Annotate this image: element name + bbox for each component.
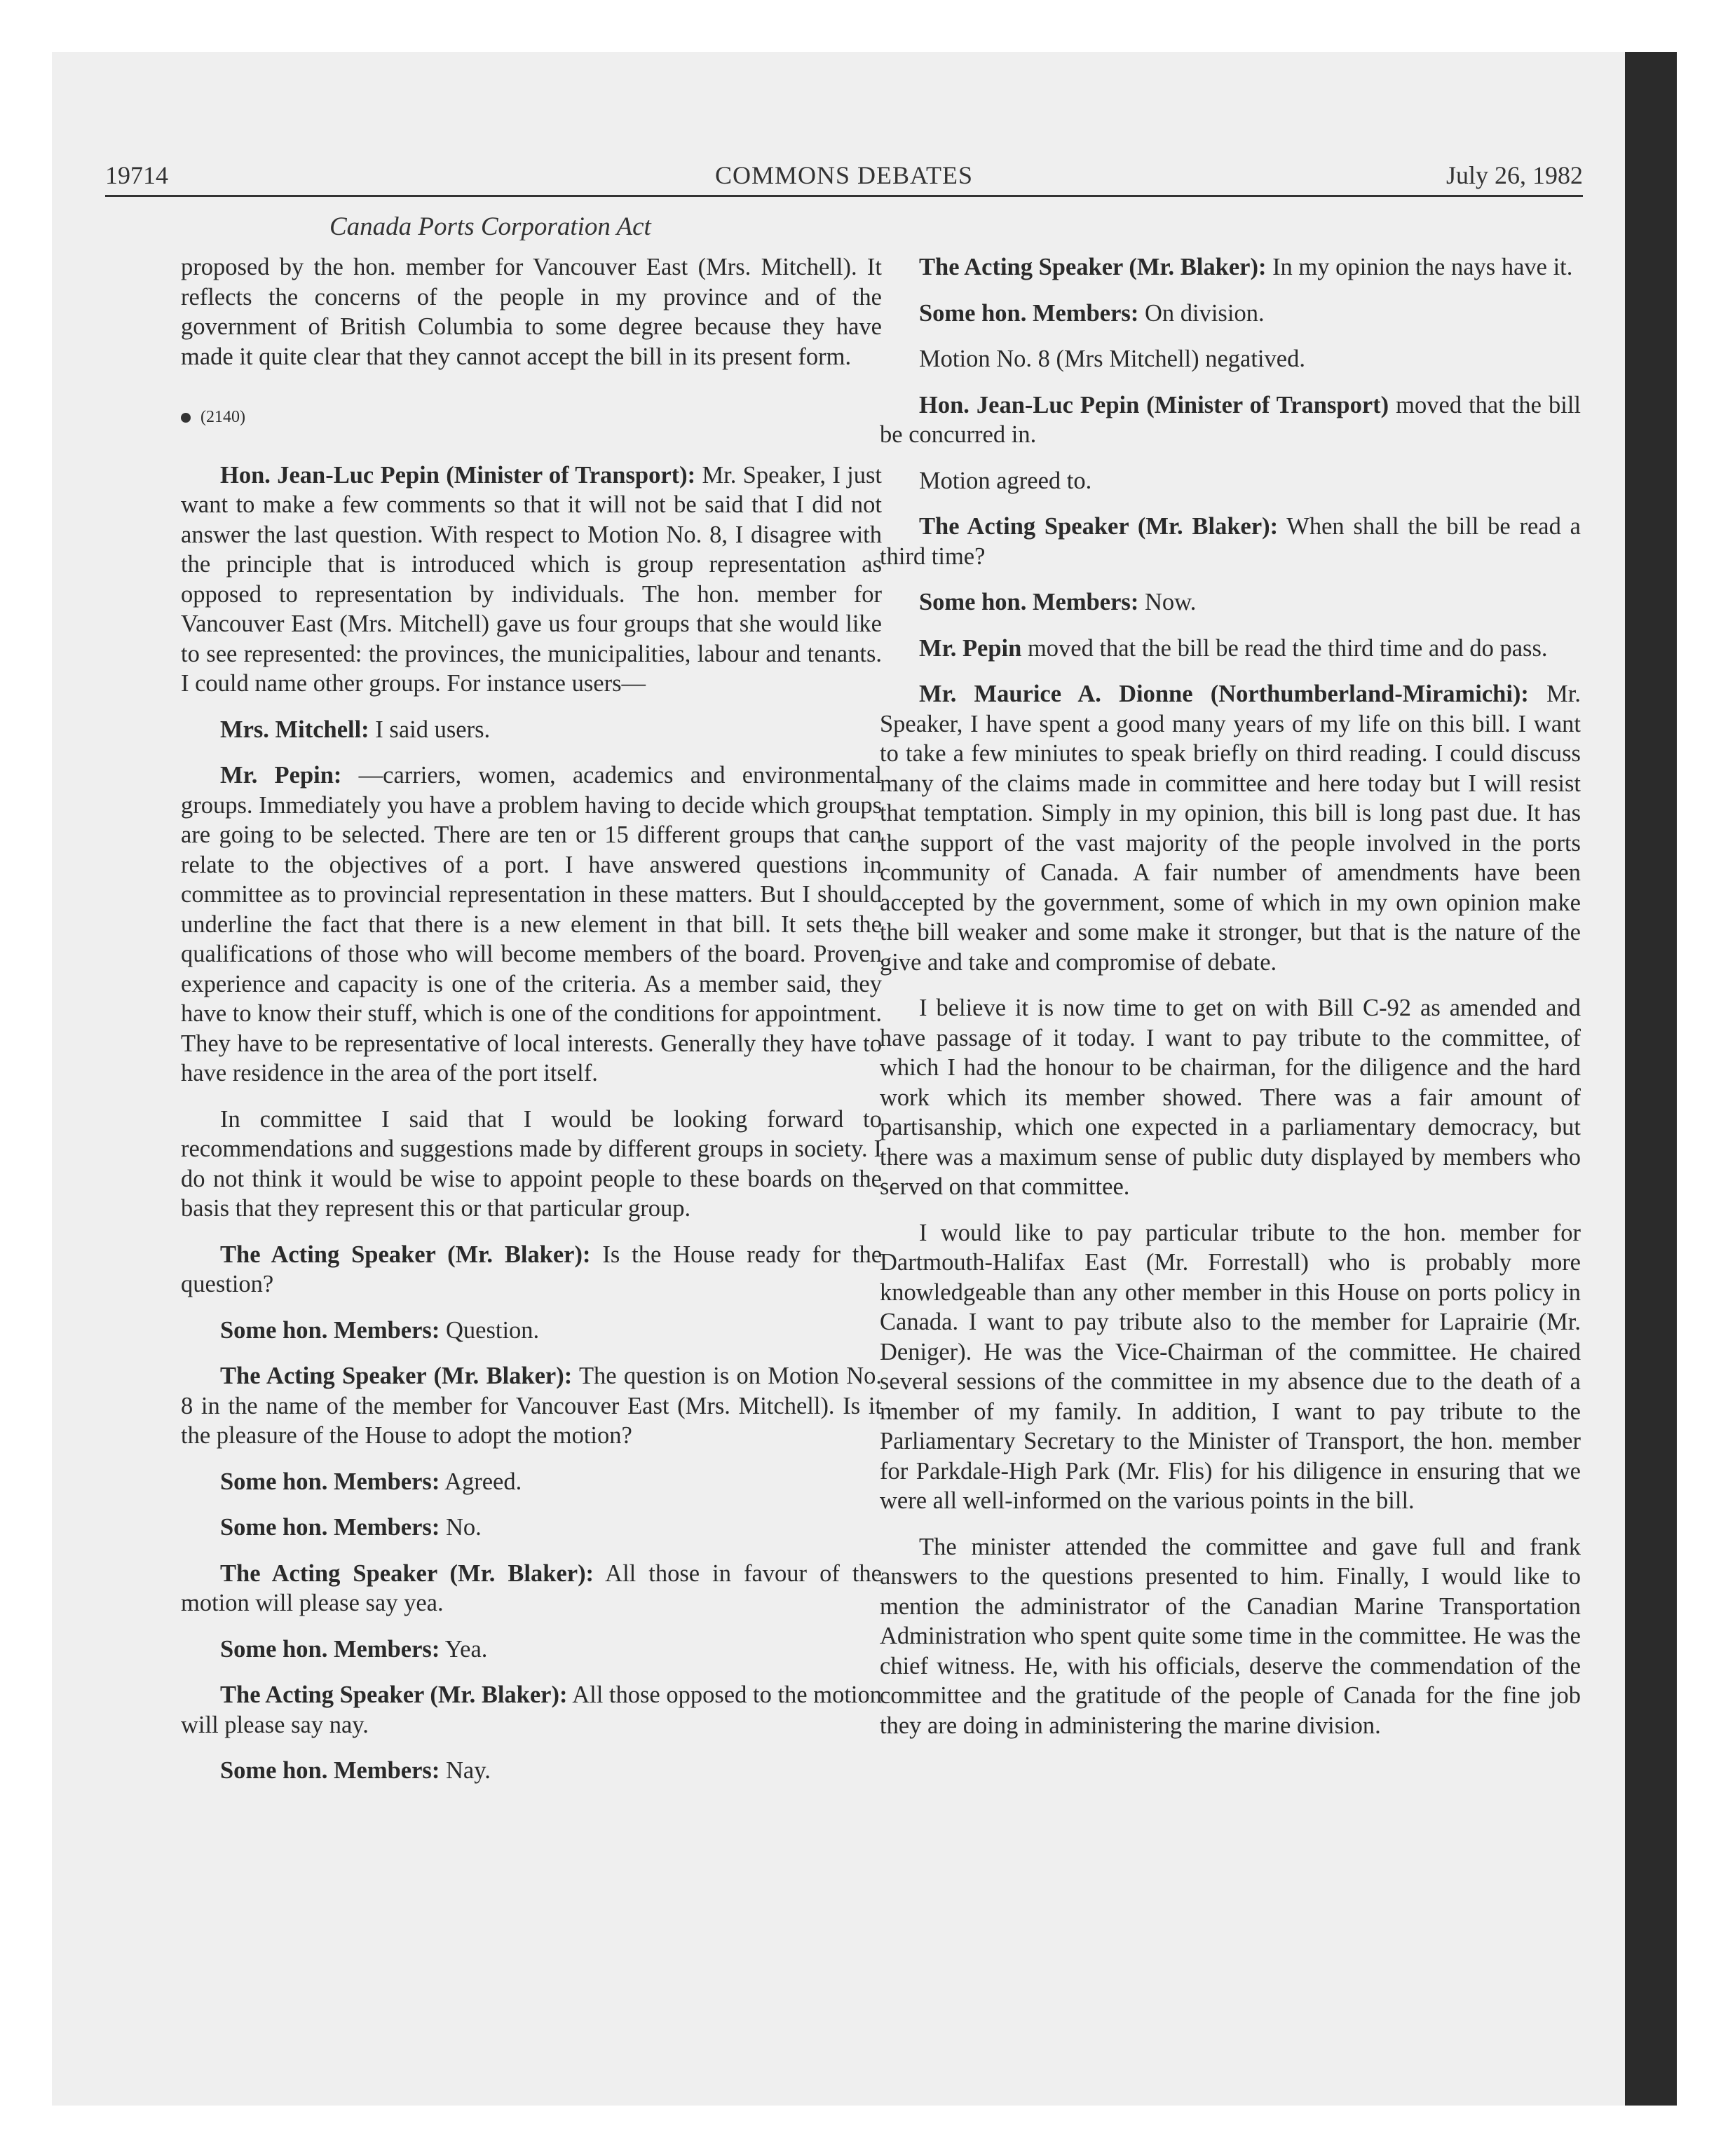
paragraph: The Acting Speaker (Mr. Blaker): All those opposed to the motion will please say nay. xyxy=(181,1681,882,1738)
speaker-name: The Acting Speaker (Mr. Blaker): xyxy=(919,254,1267,280)
header-rule xyxy=(105,195,1583,197)
paragraph: I believe it is now time to get on with Bill C-92 as amended and have passage of it today. I want to pay tribute to the committee, of which I had the honour to be chairman, for the diligence and the hard work which its member showed. There was a fair amount of partisanship, which one expected in a parliamentary democracy, but there was a maximum sense of public duty displayed by members who served on that committee. xyxy=(880,995,1581,1200)
speaker-name: The Acting Speaker (Mr. Blaker): xyxy=(220,1560,594,1587)
paragraph: Some hon. Members: Now. xyxy=(919,589,1197,615)
speaker-name: Hon. Jean-Luc Pepin (Minister of Transport) xyxy=(919,391,1389,418)
publication-date: July 26, 1982 xyxy=(1445,161,1583,189)
scan-edge xyxy=(1625,52,1677,2106)
paragraph: Some hon. Members: Nay. xyxy=(220,1757,491,1784)
speaker-name: Some hon. Members: xyxy=(919,299,1139,327)
bullet-icon xyxy=(181,413,191,423)
paragraph: proposed by the hon. member for Vancouver East (Mrs. Mitchell). It reflects the concerns of the people in my province and of the government of British Columbia to some degree because they have made it quite clear that they cannot accept the bill in its present form. xyxy=(181,254,882,370)
speaker-name: The Acting Speaker (Mr. Blaker): xyxy=(220,1241,591,1268)
paragraph: Hon. Jean-Luc Pepin (Minister of Transport) moved that the bill be concurred in. xyxy=(880,391,1581,448)
paragraph: Mr. Maurice A. Dionne (Northumberland-Miramichi): Mr. Speaker, I have spent a good many years of my life on this bill. I want to take a few miniutes to speak briefly on third reading. I could discuss many of the claims made in committee and here today but I will resist that temptation. Simply in my opinion, this bill is long past due. It has the support of the vast majority of the people involved in the ports community of Canada. A fair number of amendments have been accepted by the government, some of which in my own opinion make the bill weaker and some make it stronger, but that is the nature of the give and take and compromise of debate. xyxy=(880,681,1581,976)
paragraph: Motion agreed to. xyxy=(919,467,1092,494)
speaker-name: Some hon. Members: xyxy=(919,589,1139,615)
paragraph: Mr. Pepin moved that the bill be read the third time and do pass. xyxy=(919,634,1548,662)
page-number: 19714 xyxy=(105,161,168,189)
speaker-name: Some hon. Members: xyxy=(220,1757,440,1784)
left-column xyxy=(181,252,882,1802)
speaker-name: Some hon. Members: xyxy=(220,1468,440,1495)
paragraph: The Acting Speaker (Mr. Blaker): All those in favour of the motion will please say yea. xyxy=(181,1560,882,1616)
paragraph: The Acting Speaker (Mr. Blaker): In my opinion the nays have it. xyxy=(919,254,1573,280)
speaker-name: Some hon. Members: xyxy=(220,1635,440,1663)
paragraph: Mrs. Mitchell: I said users. xyxy=(220,716,491,743)
speaker-name: Some hon. Members: xyxy=(220,1514,440,1541)
paragraph: Some hon. Members: On division. xyxy=(919,299,1265,327)
paragraph: Some hon. Members: Yea. xyxy=(220,1635,488,1663)
paragraph: Some hon. Members: No. xyxy=(220,1514,482,1541)
publication-title: COMMONS DEBATES xyxy=(714,161,974,189)
paragraph: Hon. Jean-Luc Pepin (Minister of Transport): Mr. Speaker, I just want to make a few comments so that it will not be said that I did not answer the last question. With respect to Motion No. 8, I disagree with the principle that is introduced which is group representation as opposed to representation by individuals. The hon. member for Vancouver East (Mrs. Mitchell) gave us four groups that she would like to see represented: the provinces, the municipalities, labour and tenants. I could name other groups. For instance users— xyxy=(181,461,883,697)
paragraph: The minister attended the committee and gave full and frank answers to the questions presented to him. Finally, I would like to mention the administrator of the Canadian Marine Transportation Administration who spent quite some time in the committee. He was the chief witness. He, with his officials, deserve the commendation of the committee and the gratitude of the people of Canada for the fine job they are doing in administering the marine division. xyxy=(880,1533,1581,1739)
paragraph: Some hon. Members: Agreed. xyxy=(220,1468,522,1495)
paragraph: Motion No. 8 (Mrs Mitchell) negatived. xyxy=(919,346,1305,372)
speaker-name: The Acting Speaker (Mr. Blaker): xyxy=(919,513,1279,540)
speaker-name: The Acting Speaker (Mr. Blaker): xyxy=(220,1363,573,1389)
paragraph: The Acting Speaker (Mr. Blaker): When shall the bill be read a third time? xyxy=(880,513,1581,570)
paragraph: In committee I said that I would be looking forward to recommendations and suggestions made by different groups in society. I do not think it would be wise to appoint people to these boards on the basis that they represent this or that particular group. xyxy=(181,1105,882,1222)
paragraph: Some hon. Members: Question. xyxy=(220,1316,540,1344)
running-title: Canada Ports Corporation Act xyxy=(329,212,651,241)
paragraph: I would like to pay particular tribute to the hon. member for Dartmouth-Halifax East (Mr. Forrestall) who is probably more knowledgeable than any other member in this House on ports policy in Canada. I want to pay tribute also to the member for Laprairie (Mr. Deniger). He was the Vice-Chairman of the committee. He chaired several sessions of the committee in my absence due to the death of a member of my family. In addition, I want to pay tribute to the Parliamentary Secretary to the Minister of Transport, the hon. member for Parkdale-High Park (Mr. Flis) for his diligence in ensuring that we were all well-informed on the various points in the bill. xyxy=(880,1219,1581,1514)
paragraph: Mr. Pepin: —carriers, women, academics and environmental groups. Immediately you have a problem having to decide which groups are going to be selected. There are ten or 15 different groups that can relate to the objectives of a port. I have answered questions in committee as to provincial representation in these matters. But I should underline the fact that there is a new element in that bill. It sets the qualifications of those who will become members of the board. Proven experience and capacity is one of the criteria. As a member said, they have to know their stuff, which is one of the conditions for appointment. They have to be representative of local interests. Generally they have to have residence in the area of the port itself. xyxy=(181,762,883,1086)
speaker-name: Mr. Pepin: xyxy=(220,762,342,789)
page-header xyxy=(105,160,1583,195)
paragraph: The Acting Speaker (Mr. Blaker): The question is on Motion No. 8 in the name of the member for Vancouver East (Mrs. Mitchell). Is it the pleasure of the House to adopt the motion? xyxy=(181,1363,882,1449)
paragraph: The Acting Speaker (Mr. Blaker): Is the House ready for the question? xyxy=(181,1241,883,1297)
time-marker: (2140) xyxy=(181,402,882,432)
speaker-name: Mr. Maurice A. Dionne (Northumberland-Miramichi): xyxy=(919,681,1529,707)
right-column xyxy=(880,252,1581,1756)
speaker-name: Hon. Jean-Luc Pepin (Minister of Transport): xyxy=(220,461,696,489)
speaker-name: Some hon. Members: xyxy=(220,1316,440,1344)
speaker-name: Mrs. Mitchell: xyxy=(220,716,369,743)
speaker-name: Mr. Pepin xyxy=(919,634,1022,662)
speaker-name: The Acting Speaker (Mr. Blaker): xyxy=(220,1681,568,1708)
